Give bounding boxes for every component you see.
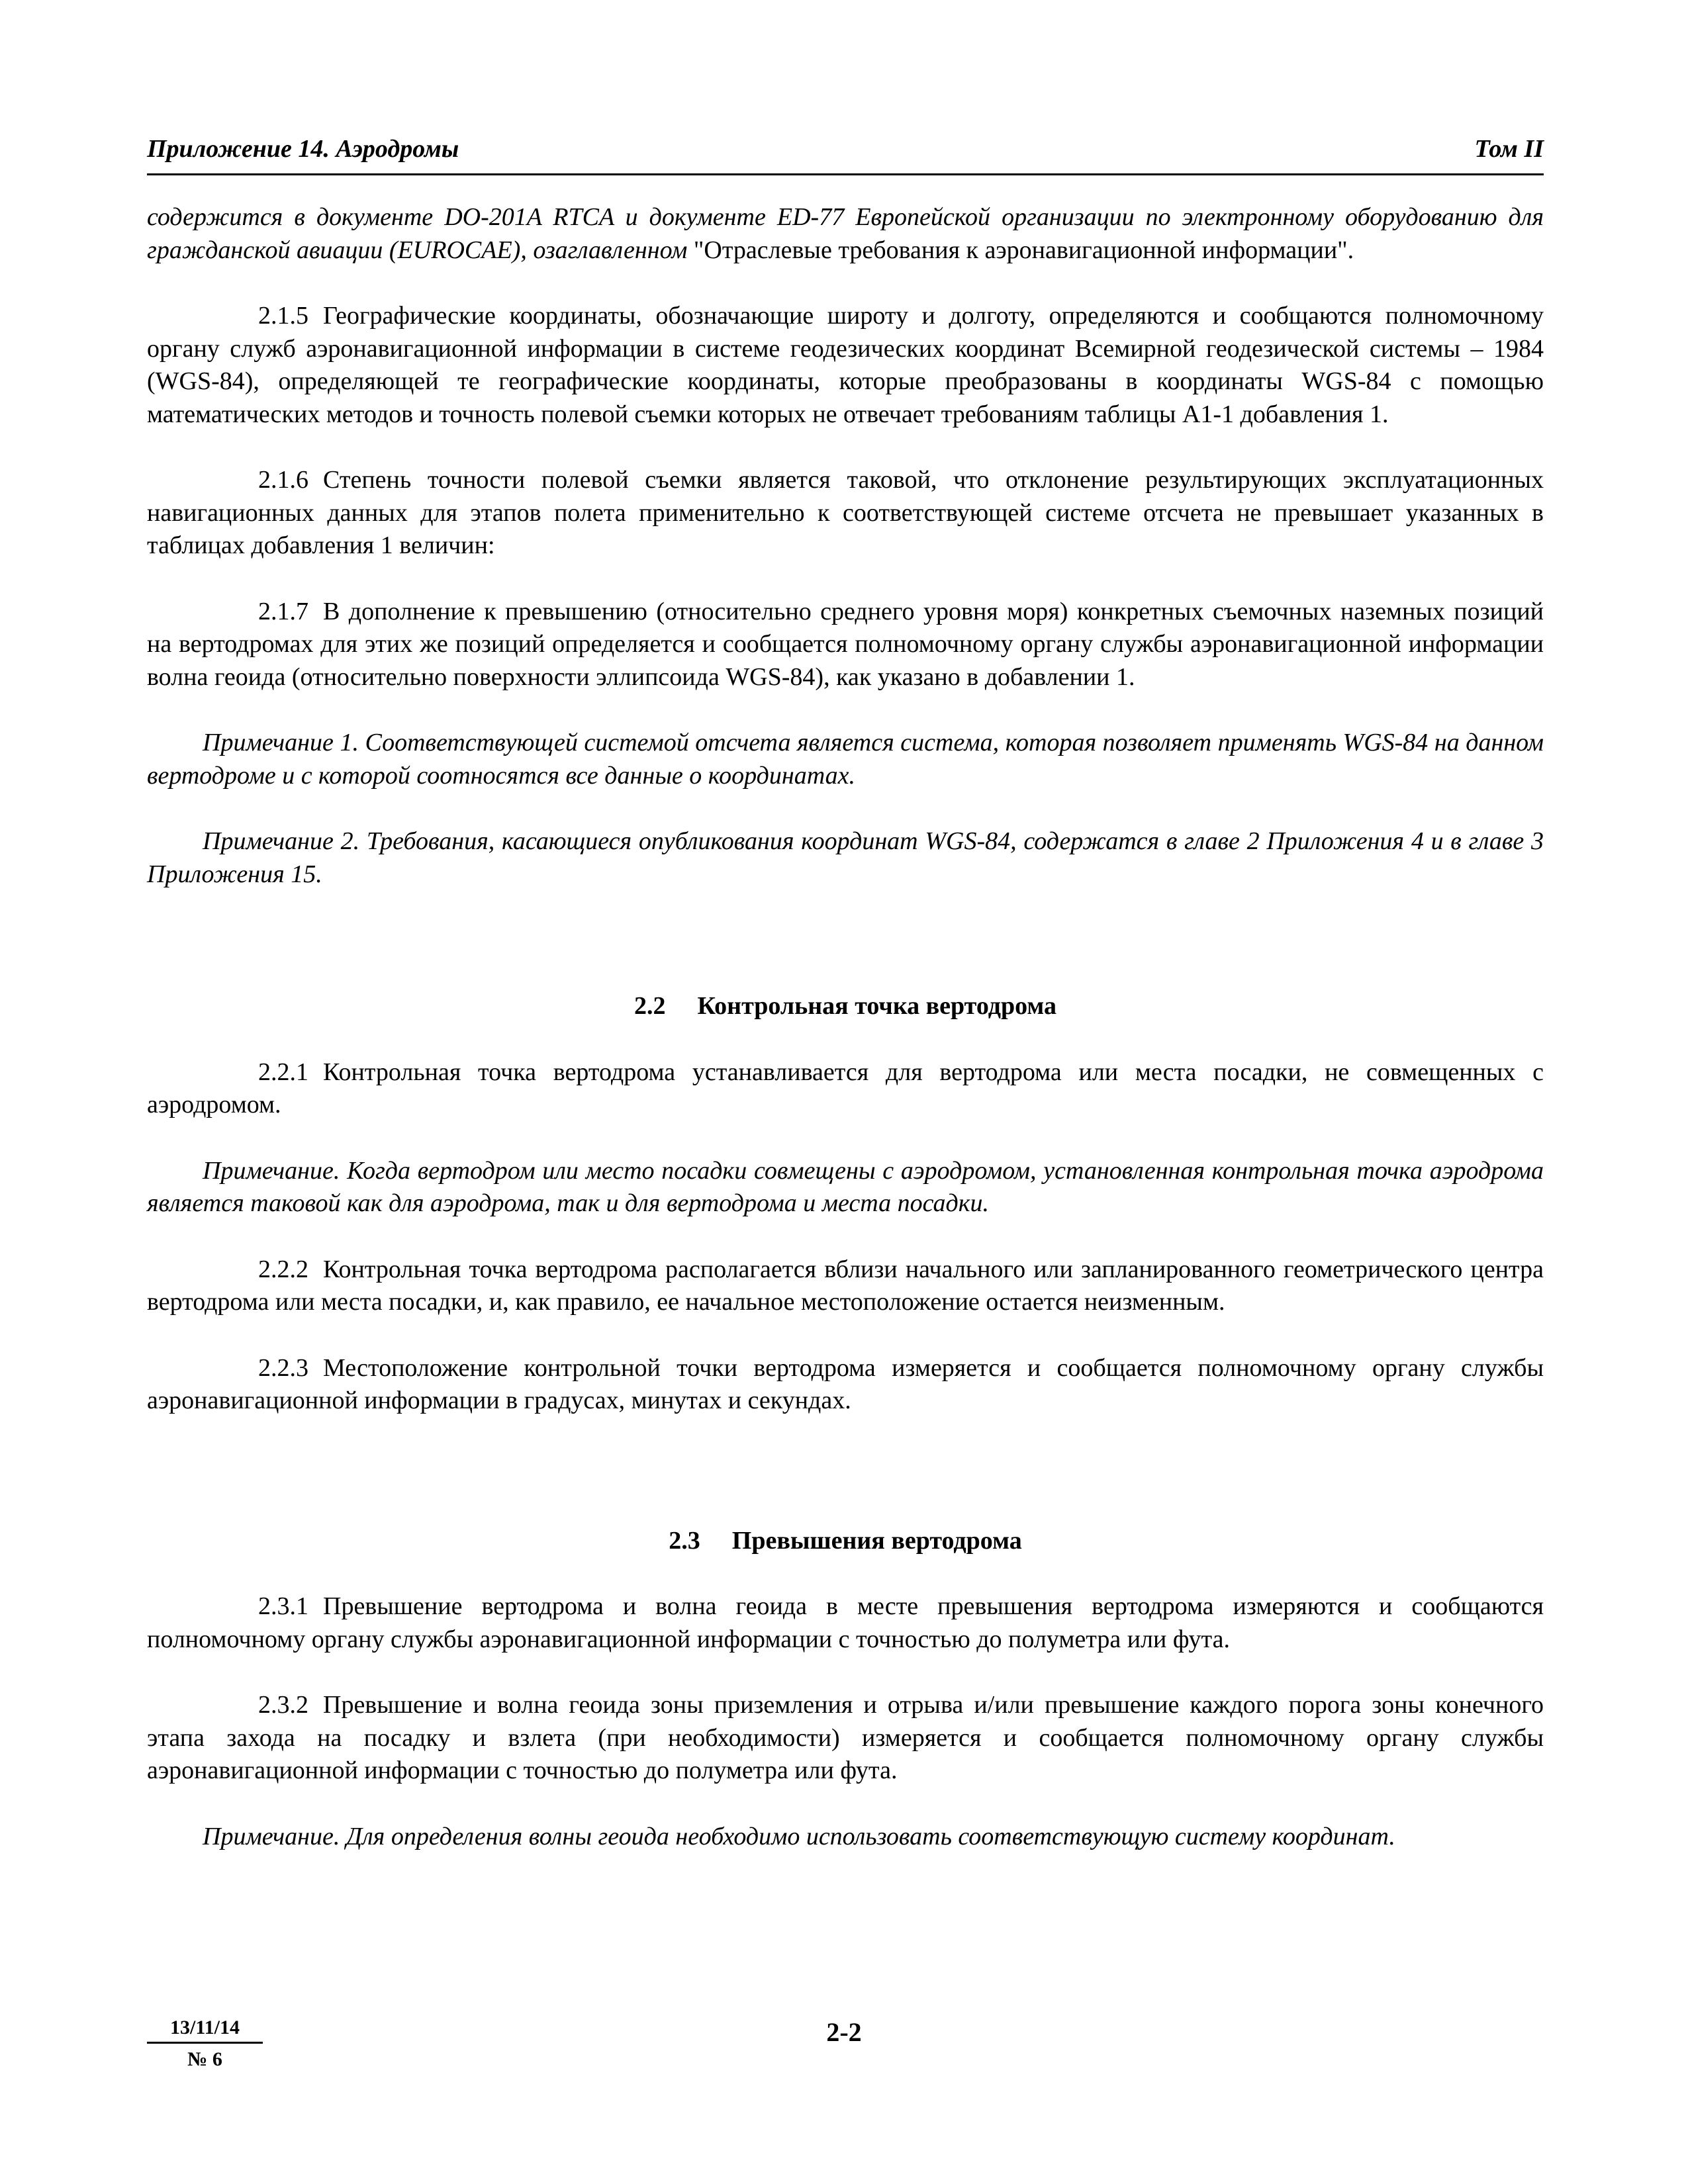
paragraph-number: 2.3.1 xyxy=(258,1592,308,1620)
note-4: Примечание. Для определения волны геоида необходимо использовать соответствующую систему координат. xyxy=(203,1822,1395,1850)
header-rule xyxy=(147,173,1544,175)
continued-normal-text: "Отраслевые требования к аэронавигационной информации". xyxy=(693,236,1354,264)
section-heading-2-3 xyxy=(147,1525,1544,1558)
section-number: 2.2 xyxy=(634,992,666,1020)
paragraph-2-3-2 xyxy=(147,1689,1544,1788)
paragraph-2-1-5 xyxy=(147,300,1544,431)
paragraph-number: 2.2.2 xyxy=(258,1255,308,1283)
footer-page-number: 2-2 xyxy=(826,2017,862,2047)
paragraph-number: 2.1.6 xyxy=(258,466,308,494)
paragraph-text: Степень точности полевой съемки является таковой, что отклонение результирующих эксплуатационных навигационных данных для этапов полета применительно к соответствующей системе отсчета не превышает указанных в таблицах добавления 1 величин: xyxy=(147,466,1544,559)
footer-date: 13/11/14 xyxy=(169,2017,240,2038)
paragraph-number: 2.3.2 xyxy=(258,1691,308,1719)
header-annex-title: Приложение 14. Аэродромы xyxy=(147,135,459,163)
footer-issue-number: № 6 xyxy=(187,2048,222,2070)
paragraph-2-3-1 xyxy=(147,1590,1544,1656)
section-number: 2.3 xyxy=(669,1526,700,1555)
paragraph-text: В дополнение к превышению (относительно среднего уровня моря) конкретных съемочных наземных позиций на вертодромах для этих же позиций определяется и сообщается полномочному органу службы аэронавигационной информации волна геоида (относительно поверхности эллипсоида WGS-84), как указано в добавлении 1. xyxy=(147,597,1544,691)
note-1: Примечание 1. Соответствующей системой отсчета является система, которая позволяет применять WGS-84 на данном вертодроме и с которой соотносятся все данные о координатах. xyxy=(147,729,1544,790)
paragraph-number: 2.2.1 xyxy=(258,1058,308,1086)
footer-rule xyxy=(147,2042,263,2044)
note-2: Примечание 2. Требования, касающиеся опубликования координат WGS-84, содержатся в главе 2 Приложения 4 и в главе 3 Приложения 15. xyxy=(147,827,1544,888)
paragraph-text: Контрольная точка вертодрома располагается вблизи начального или запланированного геометрического центра вертодрома или места посадки, и, как правило, ее начальное местоположение остается неизменным. xyxy=(147,1255,1544,1316)
paragraph-text: Превышение и волна геоида зоны приземления и отрыва и/или превышение каждого порога зоны конечного этапа захода на посадку и взлета (при необходимости) измеряется и сообщается полномочному органу службы аэронавигационной информации с точностью до полуметра или фута. xyxy=(147,1691,1544,1784)
note-3: Примечание. Когда вертодром или место посадки совмещены с аэродромом, установленная контрольная точка аэродрома является таковой как для аэродрома, так и для вертодрома и места посадки. xyxy=(147,1156,1544,1217)
document-body xyxy=(147,201,1544,1886)
paragraph-2-1-6 xyxy=(147,464,1544,563)
continued-paragraph xyxy=(147,201,1544,267)
paragraph-2-2-3 xyxy=(147,1352,1544,1418)
section-title: Превышения вертодрома xyxy=(731,1526,1022,1555)
paragraph-text: Географические координаты, обозначающие широту и долготу, определяются и сообщаются полномочному органу служб аэронавигационной информации в системе геодезических координат Всемирной геодезической системы – 1984 (WGS-84), определяющей те географические координаты, которые преобразованы в координаты WGS-84 с помощью математических методов и точность полевой съемки которых не отвечает требованиям таблицы А1-1 добавления 1. xyxy=(147,302,1544,428)
paragraph-2-2-2 xyxy=(147,1253,1544,1319)
section-heading-2-2 xyxy=(147,990,1544,1023)
section-spacer xyxy=(147,1451,1544,1525)
paragraph-2-2-1 xyxy=(147,1056,1544,1122)
paragraph-text: Контрольная точка вертодрома устанавливается для вертодрома или места посадки, не совмещенных с аэродромом. xyxy=(147,1058,1544,1118)
paragraph-2-1-7 xyxy=(147,596,1544,694)
header-volume: Том II xyxy=(1474,135,1544,163)
running-header xyxy=(147,132,1544,172)
paragraph-number: 2.1.7 xyxy=(258,597,308,625)
paragraph-number: 2.2.3 xyxy=(258,1353,308,1382)
section-spacer xyxy=(147,924,1544,990)
continued-italic-text: содержится в документе DO-201A RTCA и документе ED-77 Европейской организации по электронному оборудованию для гражданской авиации (EUROCAE), озаглавленном xyxy=(147,203,1544,264)
paragraph-text: Превышение вертодрома и волна геоида в месте превышения вертодрома измеряются и сообщаются полномочному органу службы аэронавигационной информации с точностью до полуметра или фута. xyxy=(147,1592,1544,1653)
section-title: Контрольная точка вертодрома xyxy=(697,992,1056,1020)
paragraph-text: Местоположение контрольной точки вертодрома измеряется и сообщается полномочному органу службы аэронавигационной информации в градусах, минутах и секундах. xyxy=(147,1353,1544,1414)
paragraph-number: 2.1.5 xyxy=(258,302,308,330)
